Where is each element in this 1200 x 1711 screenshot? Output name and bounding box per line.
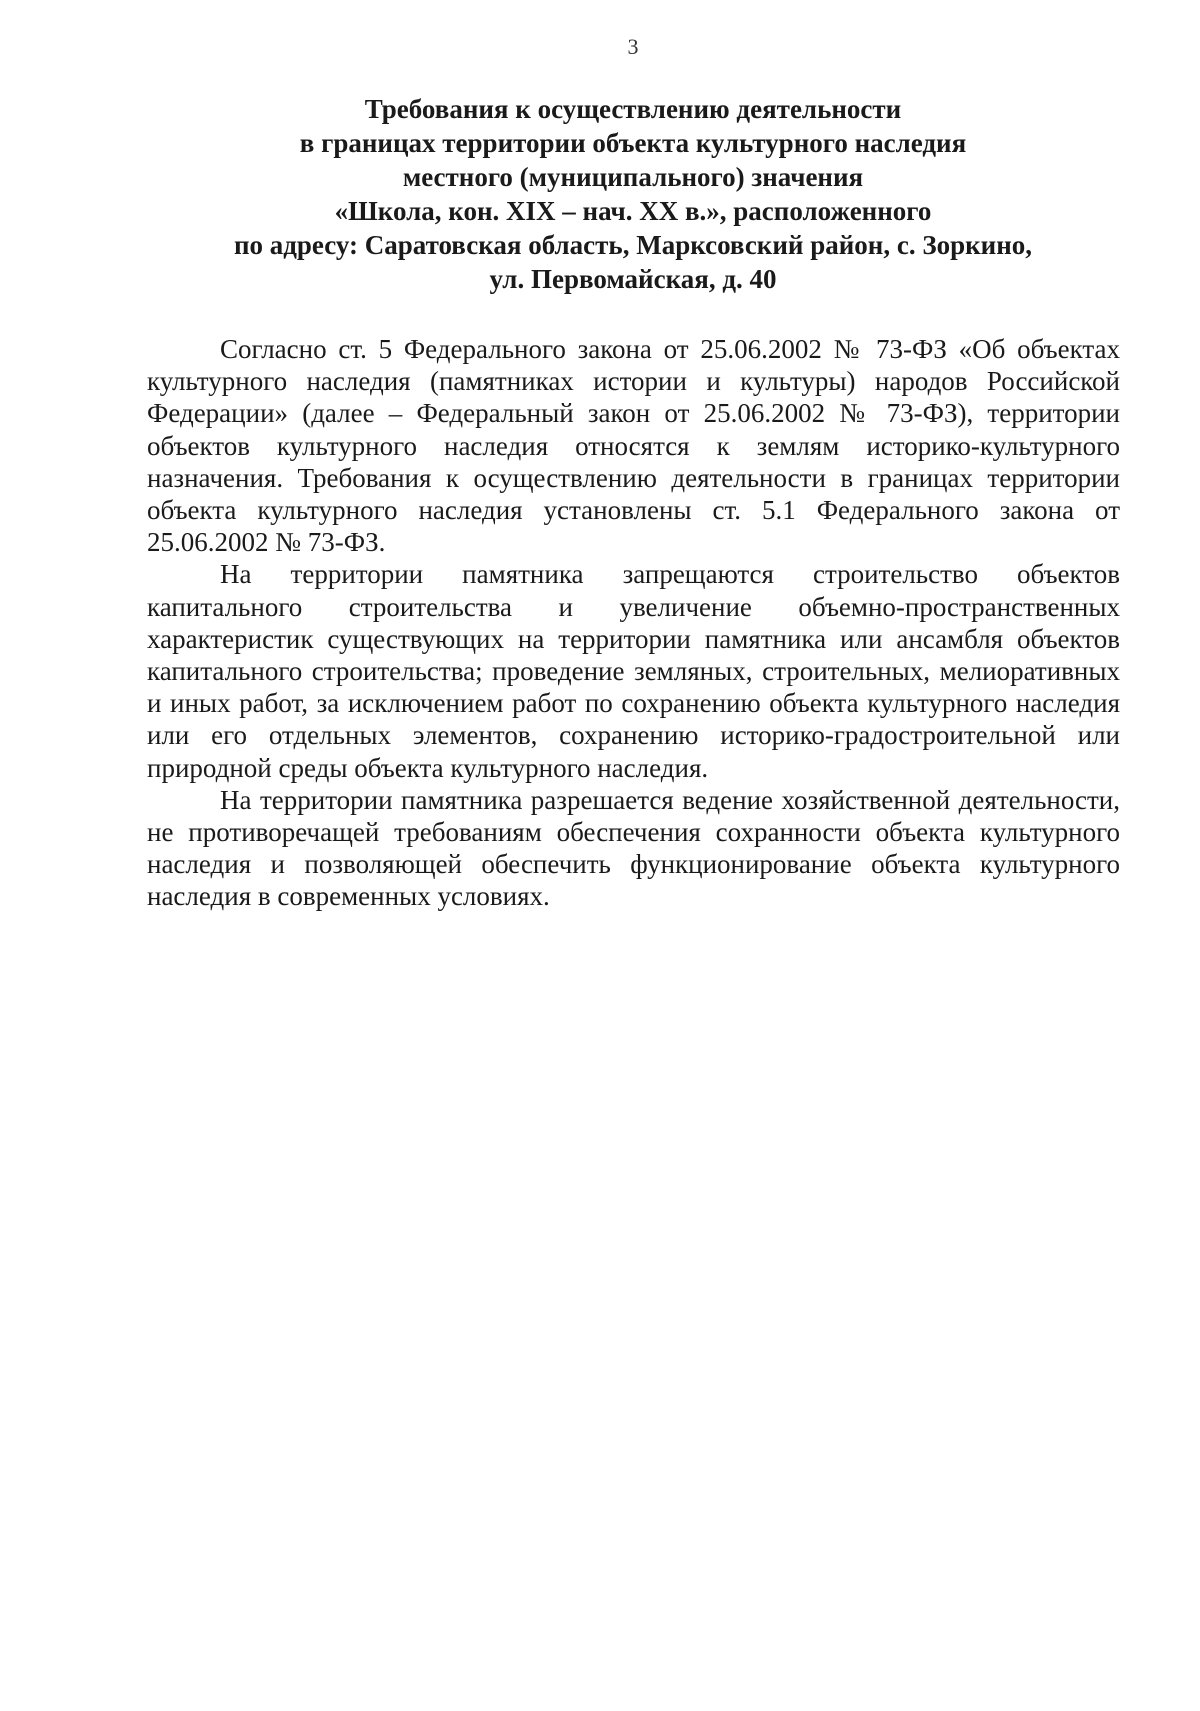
document-body: [147, 333, 1120, 913]
heading-line: Требования к осуществлению деятельности: [364, 94, 902, 124]
heading-line: местного (муниципального) значения: [402, 162, 864, 192]
paragraph: На территории памятника запрещаются строительство объектов капитального строительства и увеличение объемно-пространственных характеристик существующих на территории памятника или ансамбля объектов капитального строительства; проведение земляных, строительных, мелиоративных и иных работ, за исключением работ по сохранению объекта культурного наследия или его отдельных элементов, сохранению историко-градостроительной или природной среды объекта культурного наследия.: [147, 559, 1120, 783]
heading-line: по адресу: Саратовская область, Марксовский район, с. Зоркино,: [233, 230, 1033, 260]
page-number: 3: [627, 34, 639, 59]
heading-line: «Школа, кон. XIX – нач. XX в.», расположенного: [334, 196, 932, 226]
heading-line: в границах территории объекта культурного наследия: [299, 128, 967, 158]
heading-line: ул. Первомайская, д. 40: [489, 264, 777, 294]
document-heading: [150, 92, 1116, 296]
paragraph: На территории памятника разрешается ведение хозяйственной деятельности, не противоречащей требованиям обеспечения сохранности объекта культурного наследия и позволяющей обеспечить функционирование объекта культурного наследия в современных условиях.: [147, 784, 1120, 912]
paragraph: Согласно ст. 5 Федерального закона от 25.06.2002 № 73-ФЗ «Об объектах культурного наследия (памятниках истории и культуры) народов Российской Федерации» (далее – Федеральный закон от 25.06.2002 № 73-ФЗ), территории объектов культурного наследия относятся к землям историко-культурного назначения. Требования к осуществлению деятельности в границах территории объекта культурного наследия установлены ст. 5.1 Федерального закона от 25.06.2002 № 73-ФЗ.: [147, 334, 1120, 558]
